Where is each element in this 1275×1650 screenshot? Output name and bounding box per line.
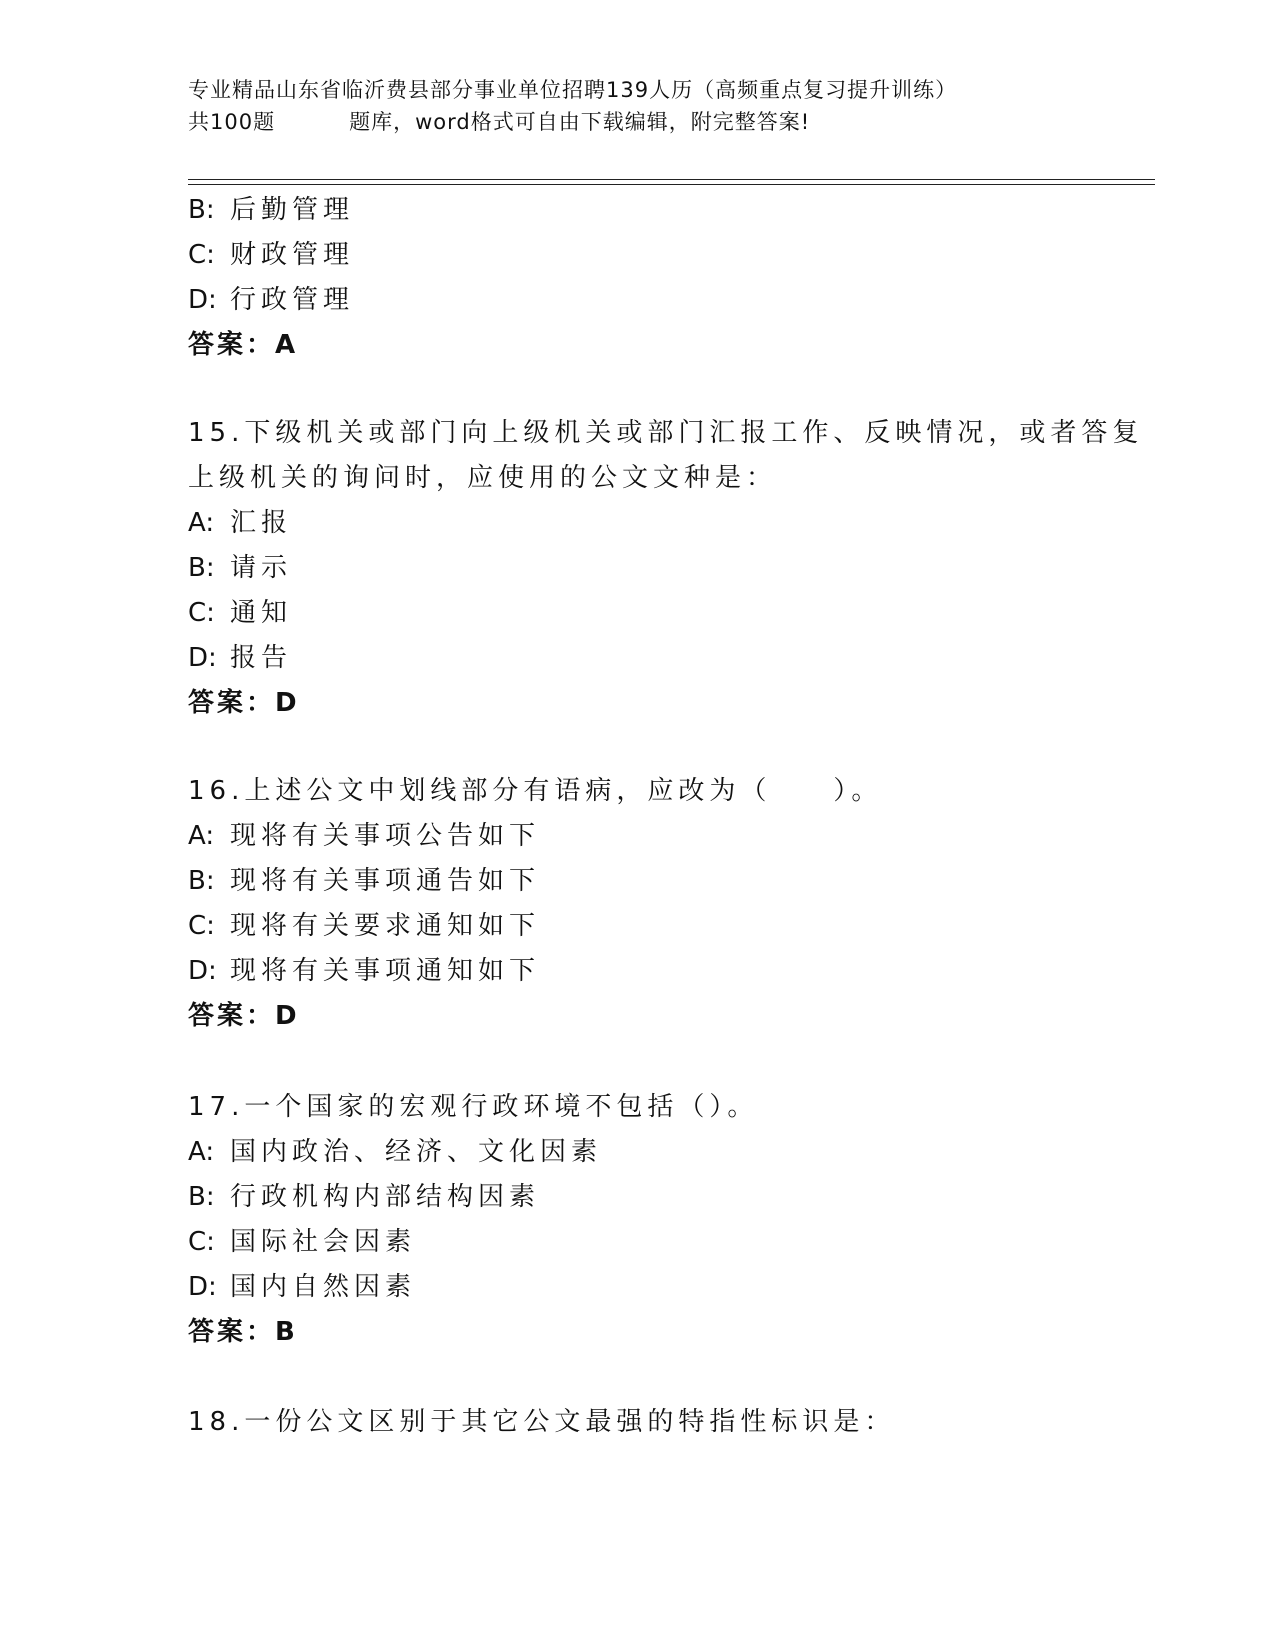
header-subtitle [188,106,1088,138]
header-divider-top [188,179,1155,180]
q15-stem-line2: 上级机关的询问时，应使用的公文文种是： [188,463,778,493]
q16-option-b: B: 现将有关事项通告如下 [188,866,541,896]
q17-stem-line1: 17.一个国家的宏观行政环境不包括（）。 [188,1092,759,1122]
q17-option-c: C: 国际社会因素 [188,1227,417,1257]
q18-stem-line1: 18.一份公文区别于其它公文最强的特指性标识是： [188,1407,896,1437]
header-count: 共100题 [188,110,276,134]
q16-option-c: C: 现将有关要求通知如下 [188,911,541,941]
q17-option-a: A: 国内政治、经济、文化因素 [188,1137,603,1167]
page-header [188,74,1088,138]
q17-option-d: D: 国内自然因素 [188,1272,417,1302]
q17-option-b: B: 行政机构内部结构因素 [188,1182,541,1212]
q14-option-d: D: 行政管理 [188,285,355,315]
q15-option-b: B: 请示 [188,553,293,583]
header-note: 题库，word格式可自由下载编辑，附完整答案! [349,110,811,134]
q14-option-c: C: 财政管理 [188,240,355,270]
header-title: 专业精品山东省临沂费县部分事业单位招聘139人历（高频重点复习提升训练） [188,78,958,102]
q15-stem-line1: 15.下级机关或部门向上级机关或部门汇报工作、反映情况，或者答复 [188,418,1144,448]
header-divider-bottom [188,184,1155,185]
q16-option-d: D: 现将有关事项通知如下 [188,956,541,986]
q14-option-b: B: 后勤管理 [188,195,355,225]
q15-option-c: C: 通知 [188,598,293,628]
q16-stem-line1: 16.上述公文中划线部分有语病，应改为（ ）。 [188,776,883,806]
q15-option-d: D: 报告 [188,643,293,673]
q17-answer: 答案：B [188,1317,298,1347]
q15-answer: 答案：D [188,688,300,718]
q16-answer: 答案：D [188,1001,300,1031]
q15-option-a: A: 汇报 [188,508,293,538]
q14-answer: 答案：A [188,330,299,360]
q16-option-a: A: 现将有关事项公告如下 [188,821,541,851]
